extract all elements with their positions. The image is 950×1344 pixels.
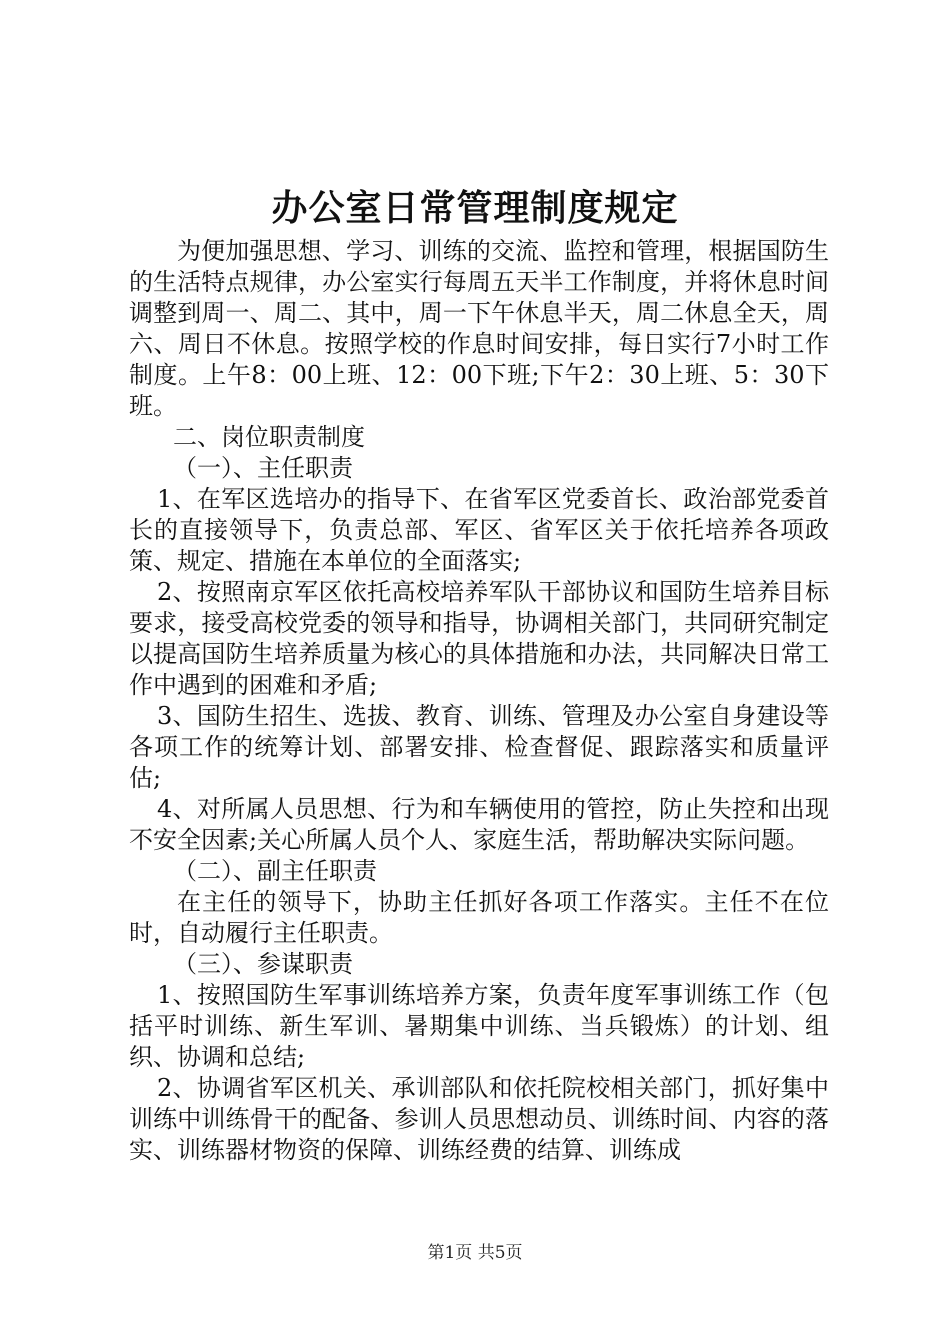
section-heading-duties: 二、岗位职责制度 — [173, 423, 365, 451]
subheading-staff-officer: （三）、参谋职责 — [173, 950, 353, 978]
paragraph-intro: 为便加强思想、学习、训练的交流、监控和管理，根据国防生的生活特点规律，办公室实行每周五天半工作制度，并将休息时间调整到周一、周二、其中，周一下午休息半天，周二休息全天，周六、周日不休息。按照学校的作息时间安排，每日实行7小时工作制度。上午8：00上班、12：00下班;下午2：30上班、5：30下班。 — [129, 237, 829, 420]
paragraph-staff-2: 2、协调省军区机关、承训部队和依托院校相关部门，抓好集中训练中训练骨干的配备、参训人员思想动员、训练时间、内容的落实、训练器材物资的保障、训练经费的结算、训练成 — [129, 1074, 829, 1164]
paragraph-deputy-director: 在主任的领导下，协助主任抓好各项工作落实。主任不在位时，自动履行主任职责。 — [129, 888, 829, 947]
subheading-director: （一）、主任职责 — [173, 454, 353, 482]
document-title: 办公室日常管理制度规定 — [271, 187, 679, 229]
paragraph-director-3: 3、国防生招生、选拔、教育、训练、管理及办公室自身建设等各项工作的统筹计划、部署安排、检查督促、跟踪落实和质量评估; — [129, 702, 829, 792]
subheading-deputy-director: （二）、副主任职责 — [173, 857, 377, 885]
paragraph-director-2: 2、按照南京军区依托高校培养军队干部协议和国防生培养目标要求，接受高校党委的领导和指导，协调相关部门，共同研究制定以提高国防生培养质量为核心的具体措施和办法，共同解决日常工作中遇到的困难和矛盾; — [129, 578, 829, 699]
paragraph-director-1: 1、在军区选培办的指导下、在省军区党委首长、政治部党委首长的直接领导下，负责总部、军区、省军区关于依托培养各项政策、规定、措施在本单位的全面落实; — [129, 485, 829, 575]
page-footer: 第1页 共5页 — [427, 1243, 523, 1263]
document-body — [129, 236, 829, 1166]
paragraph-director-4: 4、对所属人员思想、行为和车辆使用的管控，防止失控和出现不安全因素;关心所属人员个人、家庭生活，帮助解决实际问题。 — [129, 795, 829, 854]
paragraph-staff-1: 1、按照国防生军事训练培养方案，负责年度军事训练工作（包括平时训练、新生军训、暑期集中训练、当兵锻炼）的计划、组织、协调和总结; — [129, 981, 829, 1071]
